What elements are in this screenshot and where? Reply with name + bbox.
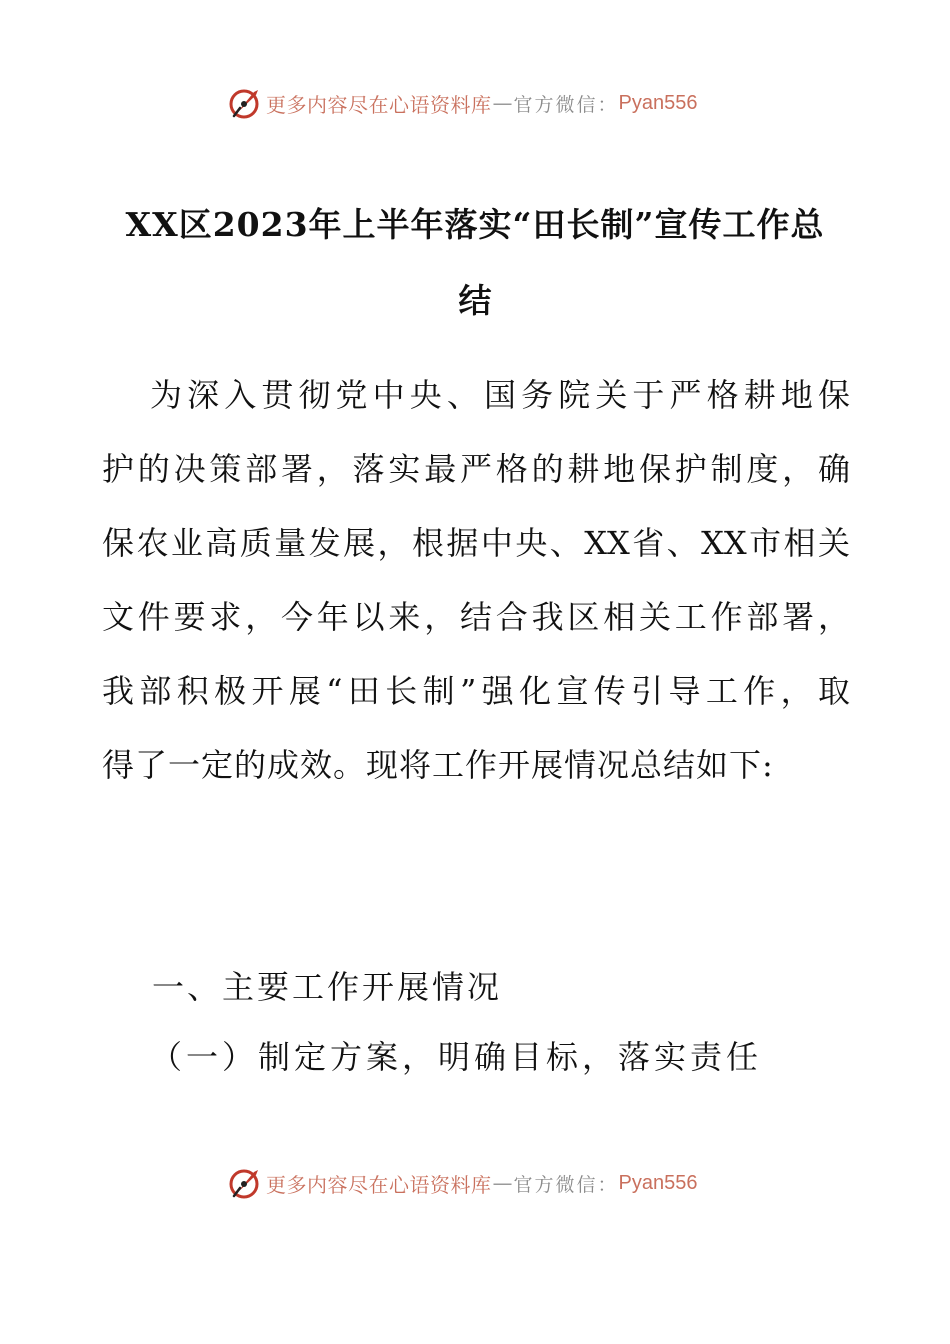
watermark-dash: —	[492, 91, 513, 115]
watermark-main-text: 更多内容尽在心语资料库	[266, 1172, 492, 1197]
watermark-wechat-id: Pyan556	[618, 91, 698, 114]
section-subheading-1: （一）制定方案，明确目标，落实责任	[150, 1038, 763, 1076]
watermark-banner-bottom	[228, 1166, 697, 1200]
watermark-dash: —	[492, 1171, 513, 1195]
intro-line: 我部积极开展“田长制”强化宣传引导工作，取	[102, 672, 850, 710]
quill-pen-logo-icon	[228, 86, 262, 120]
document-title-line-2: 结	[458, 281, 492, 320]
watermark-wechat-label: 官方微信：	[513, 1173, 619, 1196]
quill-pen-logo-icon	[228, 1166, 262, 1200]
intro-line: 文件要求，今年以来，结合我区相关工作部署，	[102, 598, 850, 636]
watermark-wechat-label: 官方微信：	[513, 93, 619, 116]
watermark-main-text: 更多内容尽在心语资料库	[266, 92, 492, 117]
section-heading-1: 一、主要工作开展情况	[152, 968, 503, 1006]
watermark-banner-top	[228, 86, 697, 120]
watermark-wechat-id: Pyan556	[618, 1171, 698, 1194]
intro-line: 得了一定的成效。现将工作开展情况总结如下:	[102, 746, 774, 784]
document-title-line-1: XX区2023年上半年落实“田长制”宣传工作总	[125, 205, 825, 244]
intro-line: 护的决策部署，落实最严格的耕地保护制度，确	[102, 450, 850, 488]
intro-line: 为深入贯彻党中央、国务院关于严格耕地保	[150, 376, 850, 414]
intro-line: 保农业高质量发展，根据中央、XX省、XX市相关	[102, 524, 850, 562]
